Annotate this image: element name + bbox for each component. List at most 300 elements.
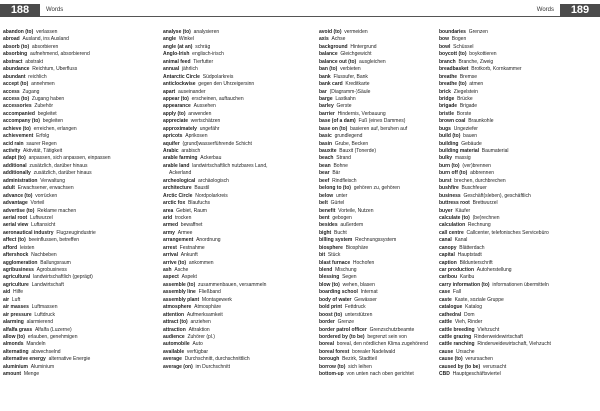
entry-word: background: [319, 43, 348, 50]
entry-translation: Strand: [336, 155, 351, 162]
entry-word: brigade: [439, 103, 458, 110]
entry-translation: Blätterdach: [459, 244, 485, 251]
glossary-entry: [3, 245, 135, 252]
entry-translation: Fettdruck: [344, 304, 366, 311]
entry-translation: Agrobusiness: [36, 267, 67, 273]
glossary-entry: [319, 252, 451, 259]
entry-translation: Gebiet, Raum: [176, 207, 207, 214]
glossary-entry: [439, 89, 571, 96]
glossary-entry: [163, 260, 295, 267]
entry-word: abandon (to): [3, 29, 34, 35]
entry-word: air: [3, 296, 10, 303]
entry-translation: vorrücken: [35, 192, 58, 199]
entry-word: besides: [319, 222, 338, 229]
glossary-entry: [439, 312, 571, 319]
glossary-entry: [163, 185, 295, 192]
entry-translation: Vorteil: [30, 200, 45, 207]
entry-translation: gehören zu, gehören: [353, 185, 400, 192]
entry-translation: Mischung: [335, 267, 357, 273]
entry-word: automobile: [163, 341, 190, 348]
entry-word: appear (to): [163, 95, 189, 102]
glossary-column-1: [3, 29, 135, 379]
glossary-entry: [3, 200, 135, 207]
glossary-entry: [319, 208, 451, 215]
glossary-entry: [3, 222, 135, 229]
glossary-entry: [319, 111, 451, 118]
glossary-entry: [439, 193, 571, 200]
glossary-entry: [3, 215, 135, 222]
glossary-entry: [3, 81, 135, 88]
glossary-entry: [3, 356, 135, 363]
entry-translation: Luftdruck: [34, 311, 55, 318]
glossary-entry: [163, 59, 295, 66]
entry-word: barrier: [319, 110, 335, 117]
glossary-entry: [439, 349, 571, 356]
entry-translation: verfügbar: [186, 348, 209, 355]
glossary-entry: [439, 51, 571, 58]
glossary-entry: [319, 118, 451, 125]
glossary-entry: [163, 274, 295, 281]
entry-word: achieve (to): [3, 125, 31, 132]
entry-word: aspect: [163, 274, 179, 281]
glossary-entry: [439, 103, 571, 110]
glossary-entry: [3, 66, 135, 73]
entry-translation: Ballungsraum: [40, 259, 71, 266]
entry-word: barley: [319, 103, 334, 110]
entry-word: avoid (to): [319, 29, 342, 35]
glossary-entry: [439, 304, 571, 311]
entry-translation: Lastkahn: [335, 95, 356, 102]
entry-word: absorbing: [3, 51, 28, 58]
entry-word: burst: [439, 177, 452, 184]
glossary-entry: [319, 148, 451, 155]
glossary-entry: [439, 170, 571, 177]
entry-translation: auseinander: [178, 88, 206, 95]
entry-translation: Achse: [331, 36, 346, 43]
glossary-entry: [439, 66, 571, 73]
entry-word: blast furnace: [319, 259, 351, 266]
entry-word: activity: [3, 148, 21, 154]
entry-translation: Gewässer: [354, 296, 377, 303]
glossary-entry: [319, 185, 451, 192]
glossary-entry: [319, 133, 451, 140]
entry-translation: Zuhörer (pl.): [187, 333, 215, 340]
entry-word: access: [3, 88, 20, 95]
entry-word: arrangement: [163, 237, 194, 244]
entry-translation: Attraktion: [188, 326, 210, 333]
entry-word: balance out (to): [319, 58, 357, 65]
glossary-entry: [163, 170, 295, 177]
header-rule: [300, 16, 560, 17]
entry-translation: Aspekt: [181, 274, 197, 281]
entry-word: cattle: [439, 319, 453, 326]
glossary-entry: [163, 74, 295, 81]
entry-translation: Anordnung: [196, 237, 221, 244]
entry-word: cattle grazing: [439, 333, 472, 340]
entry-translation: Geschäft(sleben), geschäftlich: [463, 192, 531, 199]
entry-translation: analysieren: [193, 29, 220, 35]
entry-word: army: [163, 229, 175, 236]
glossary-entry: [439, 163, 571, 170]
entry-translation: Bildunterschrift: [459, 259, 493, 266]
entry-word: apart: [163, 88, 176, 95]
entry-translation: Callcenter, telefonisches Servicebüro: [466, 229, 549, 236]
entry-translation: Auto: [192, 341, 203, 348]
entry-word: accessories: [3, 103, 32, 110]
entry-translation: Blaufuchs: [188, 200, 210, 207]
entry-translation: verursachen: [465, 356, 493, 363]
entry-word: aquifer: [163, 140, 180, 147]
entry-translation: Biosphäre: [345, 244, 369, 251]
glossary-entry: [319, 364, 451, 371]
glossary-entry: [163, 312, 295, 319]
entry-translation: Rechnung: [467, 222, 491, 229]
entry-translation: Reichtum, Überfluss: [32, 66, 78, 73]
entry-word: call centre: [439, 229, 464, 236]
entry-word: area: [163, 207, 174, 214]
entry-word: additionally: [3, 170, 31, 177]
entry-translation: Segen: [342, 274, 357, 281]
entry-word: arrival: [163, 252, 179, 259]
entry-translation: Mandeln: [26, 341, 46, 348]
glossary-entry: [163, 36, 295, 43]
entry-word: belong to (to): [319, 185, 351, 192]
entry-word: bank card: [319, 81, 343, 88]
entry-translation: Alfalfa (Luzerne): [34, 326, 72, 333]
glossary-entry: [319, 348, 454, 356]
entry-translation: Karibu: [459, 274, 475, 281]
entry-word: bridge: [439, 95, 455, 102]
entry-translation: Fall: [452, 289, 461, 296]
entry-translation: von unten nach oben gerichtet: [346, 371, 414, 378]
entry-word: arctic fox: [163, 200, 186, 207]
entry-translation: (grund)wasserführende Schicht: [182, 140, 252, 147]
entry-translation: abstrakt: [25, 58, 44, 65]
glossary-entry: [319, 245, 451, 252]
entry-word: boundaries: [439, 29, 466, 35]
entry-word: arable land: [163, 162, 190, 169]
entry-word: administration: [3, 177, 38, 184]
entry-word: basic: [319, 133, 332, 140]
entry-translation: Baustil: [194, 185, 210, 192]
entry-translation: Brigade: [459, 103, 478, 110]
glossary-entry: [163, 178, 295, 185]
entry-translation: Aluminium: [30, 363, 55, 370]
entry-word: body of water: [319, 296, 352, 303]
entry-word: cause (to): [439, 356, 463, 363]
entry-translation: unterstützen: [344, 311, 373, 318]
entry-word: blessing: [319, 274, 340, 281]
glossary-entry: [3, 282, 135, 289]
entry-translation: Grenzen: [468, 29, 488, 35]
entry-word: arrive (to): [163, 259, 187, 266]
entry-word: base on (to): [319, 125, 348, 132]
entry-word: abundance: [3, 66, 30, 73]
entry-translation: Rindfleisch: [332, 177, 357, 184]
entry-word: ash: [163, 267, 172, 273]
glossary-entry: [439, 327, 571, 334]
entry-word: building: [439, 140, 459, 147]
entry-translation: abbrennen: [470, 170, 495, 177]
page-number: 188: [0, 4, 40, 17]
entry-translation: trocken: [174, 214, 192, 221]
glossary-entry: [163, 163, 295, 170]
glossary-entry: [319, 260, 451, 267]
glossary-entry: [319, 230, 451, 237]
glossary-entry: [439, 118, 571, 125]
entry-translation: arabisch: [181, 148, 201, 154]
entry-translation: Erwachsener, erwachsen: [17, 185, 74, 192]
glossary-entry: [163, 200, 295, 207]
glossary-entry: [163, 282, 295, 289]
glossary-column-4: [439, 29, 571, 379]
glossary-entry: [439, 230, 571, 237]
glossary-entry: [319, 222, 451, 229]
glossary-entry: [3, 252, 135, 259]
glossary-entry: [319, 297, 451, 304]
entry-translation: Winkel: [178, 36, 194, 43]
entry-translation: Hochofen: [352, 259, 375, 266]
entry-word: advance (to): [3, 192, 33, 199]
glossary-entry: [319, 51, 451, 58]
entry-translation: archäologisch: [198, 177, 229, 184]
entry-translation: reichlich: [28, 73, 47, 80]
entry-word: appearance: [163, 103, 191, 110]
glossary-entry: [3, 59, 135, 66]
entry-translation: Braunkohle: [468, 118, 494, 125]
entry-word: beach: [319, 155, 334, 162]
entry-word: base (of a dam): [319, 118, 356, 125]
glossary-entry: [3, 74, 135, 81]
entry-translation: Aufmerksamkeit: [186, 311, 223, 318]
entry-translation: Grenze: [337, 319, 355, 326]
entry-translation: (be)rechnen: [472, 214, 500, 221]
entry-translation: schräg: [195, 43, 211, 50]
entry-translation: Tierfutter: [193, 58, 214, 65]
entry-word: attract (to): [163, 319, 188, 326]
entry-translation: Fuß (eines Dammes): [358, 118, 406, 125]
glossary-entry: [3, 349, 135, 356]
glossary-entry: [439, 29, 571, 36]
glossary-entry: [163, 66, 295, 73]
entry-word: Antarctic Circle: [163, 73, 200, 80]
entry-word: aeronautical industry: [3, 229, 54, 236]
entry-word: assembly line: [163, 289, 196, 296]
entry-word: aid: [3, 289, 11, 296]
entry-word: aluminium: [3, 363, 29, 370]
glossary-entry: [319, 371, 451, 378]
entry-translation: Brotkorb, Kornkammer: [471, 66, 522, 73]
entry-word: ban (to): [319, 66, 338, 73]
entry-word: basin: [319, 140, 333, 147]
entry-word: agriculture: [3, 281, 29, 288]
entry-word: caribou: [439, 274, 458, 281]
glossary-entry: [3, 208, 135, 215]
glossary-entry: [3, 148, 135, 155]
glossary-entry: [163, 81, 295, 88]
entry-translation: Zugang: [22, 88, 40, 95]
glossary-entry: [3, 96, 135, 103]
glossary-entry: [319, 237, 451, 244]
glossary-entry: [319, 356, 451, 363]
entry-word: balance: [319, 51, 338, 58]
entry-translation: (Diagramm-)Säule: [329, 88, 371, 95]
glossary-entry: [319, 178, 451, 185]
entry-translation: Ziegelstein: [453, 88, 478, 95]
glossary-entry: [439, 274, 571, 281]
entry-word: catalogue: [439, 304, 463, 311]
entry-word: border patrol officer: [319, 326, 367, 333]
entry-translation: Gerste: [336, 103, 352, 110]
entry-word: bauxite: [319, 148, 337, 154]
entry-word: burn (to): [439, 162, 460, 169]
entry-word: average: [163, 356, 182, 363]
entry-translation: informationen übermitteln: [492, 281, 549, 288]
entry-translation: zusätzlich, darüber hinaus: [29, 162, 88, 169]
glossary-entry: [3, 111, 135, 118]
entry-translation: begrenzt sein von: [367, 333, 407, 340]
glossary-entry: [163, 51, 295, 58]
entry-translation: wertschätzen: [190, 118, 221, 125]
entry-translation: wehen, blasen: [342, 281, 375, 288]
entry-word: audience: [163, 333, 185, 340]
glossary-entry: [163, 304, 295, 311]
entry-word: assemble (to): [163, 281, 196, 288]
entry-translation: erreichen, erlangen: [33, 125, 77, 132]
glossary-entry: [319, 215, 451, 222]
entry-translation: gegen den Uhrzeigersinn: [198, 81, 255, 88]
entry-word: belt: [319, 200, 328, 207]
entry-word: buyer: [439, 207, 453, 214]
glossary-entry: [439, 222, 571, 229]
glossary-entry: [439, 282, 571, 289]
entry-translation: Rechnungssystem: [355, 237, 397, 244]
glossary-entry: [3, 341, 135, 348]
entry-translation: Luft: [11, 296, 21, 303]
glossary-entry: [3, 364, 135, 371]
entry-translation: zusammenbauen, versammeln: [198, 281, 267, 288]
entry-word: canopy: [439, 244, 457, 251]
entry-word: blend: [319, 267, 333, 273]
entry-translation: Rinderweidewirtschaft, Viehzucht: [477, 341, 551, 348]
entry-translation: Rinderweidewirtschaft: [474, 333, 523, 340]
glossary-entry: [319, 200, 451, 207]
entry-word: agglomeration: [3, 259, 38, 266]
entry-word: abroad: [3, 36, 20, 43]
entry-translation: im Durchschnitt: [195, 363, 230, 370]
entry-word: caption: [439, 259, 457, 266]
entry-word: annual: [163, 66, 180, 73]
glossary-entry: [439, 245, 571, 252]
entry-translation: Fließband: [198, 289, 221, 296]
entry-translation: (ver)brennen: [462, 162, 491, 169]
right-page: [300, 0, 600, 411]
glossary-entry: [319, 163, 451, 170]
entry-word: branch: [439, 58, 456, 65]
entry-word: approximately: [163, 125, 197, 132]
glossary-entry: [163, 222, 295, 229]
entry-translation: Nachbeben: [31, 252, 57, 259]
glossary-entry: [3, 319, 135, 326]
entry-word: acid rain: [3, 140, 24, 147]
glossary-entry: [3, 289, 135, 296]
entry-word: available: [163, 348, 185, 355]
entry-translation: boykottieren: [469, 51, 497, 58]
glossary-entry: [163, 215, 295, 222]
entry-translation: Gebäude: [461, 140, 482, 147]
glossary-entry: [319, 96, 451, 103]
entry-translation: atmen: [469, 81, 484, 88]
entry-translation: Ausland, ins Ausland: [22, 36, 69, 43]
entry-translation: Gürtel: [330, 200, 345, 207]
entry-word: below: [319, 192, 334, 199]
entry-word: bean: [319, 162, 331, 169]
entry-translation: begleiten: [42, 118, 64, 125]
entry-word: alfalfa grass: [3, 326, 33, 333]
entry-word: bristle: [439, 110, 455, 117]
entry-translation: Luftansicht: [31, 222, 56, 229]
entry-word: assembly plant: [163, 296, 200, 303]
entry-translation: erscheinen, auftauchen: [191, 95, 244, 102]
glossary-entry: [439, 141, 571, 148]
glossary-entry: [319, 319, 451, 326]
glossary-entry: [3, 29, 135, 36]
glossary-entry: [163, 245, 295, 252]
entry-word: atmosphere: [163, 304, 192, 311]
entry-translation: Nordpolarkreis: [195, 192, 228, 199]
glossary-entry: [319, 155, 451, 162]
glossary-entry: [163, 289, 295, 296]
entry-translation: aufnehmend, absorbierend: [29, 51, 90, 58]
entry-word: arid: [163, 214, 173, 221]
entry-word: apricots: [163, 133, 183, 140]
glossary-entry: [439, 341, 571, 348]
entry-translation: Baumaterial: [481, 148, 509, 154]
glossary-entry: [319, 274, 451, 281]
entry-word: CBD: [439, 371, 450, 378]
entry-word: air pressure: [3, 311, 32, 318]
entry-translation: unter: [335, 192, 348, 199]
glossary-entry: [3, 141, 135, 148]
entry-translation: Bär: [332, 170, 341, 177]
entry-translation: Luftmassen: [31, 304, 58, 311]
page-header: [300, 4, 600, 17]
glossary-entry: [439, 208, 571, 215]
entry-translation: gebogen: [332, 214, 352, 221]
glossary-entry: [439, 155, 571, 162]
entry-translation: außerdem: [340, 222, 364, 229]
entry-word: breathe (to): [439, 81, 467, 88]
entry-translation: sich leihen: [348, 363, 372, 370]
glossary-entry: [163, 319, 295, 326]
glossary-entry: [439, 334, 571, 341]
entry-word: bent: [319, 214, 330, 221]
entry-word: axis: [319, 36, 329, 43]
glossary-entry: [3, 274, 135, 281]
glossary-entry: [319, 103, 451, 110]
glossary-entry: [163, 267, 295, 274]
entry-word: calculation: [439, 222, 466, 229]
entry-word: archeological: [163, 177, 196, 184]
entry-translation: Grenzschutzbeamte: [369, 326, 415, 333]
entry-translation: Flussufer, Bank: [333, 73, 368, 80]
glossary-entry: [163, 96, 295, 103]
glossary-entry: [439, 252, 571, 259]
entry-translation: anwenden: [188, 110, 212, 117]
entry-translation: Durchschnitt, durchschnittlich: [184, 356, 250, 363]
entry-translation: anpassen, sich anpassen, einpassen: [28, 155, 111, 162]
entry-translation: beeinflussen, betreffen: [28, 237, 80, 244]
